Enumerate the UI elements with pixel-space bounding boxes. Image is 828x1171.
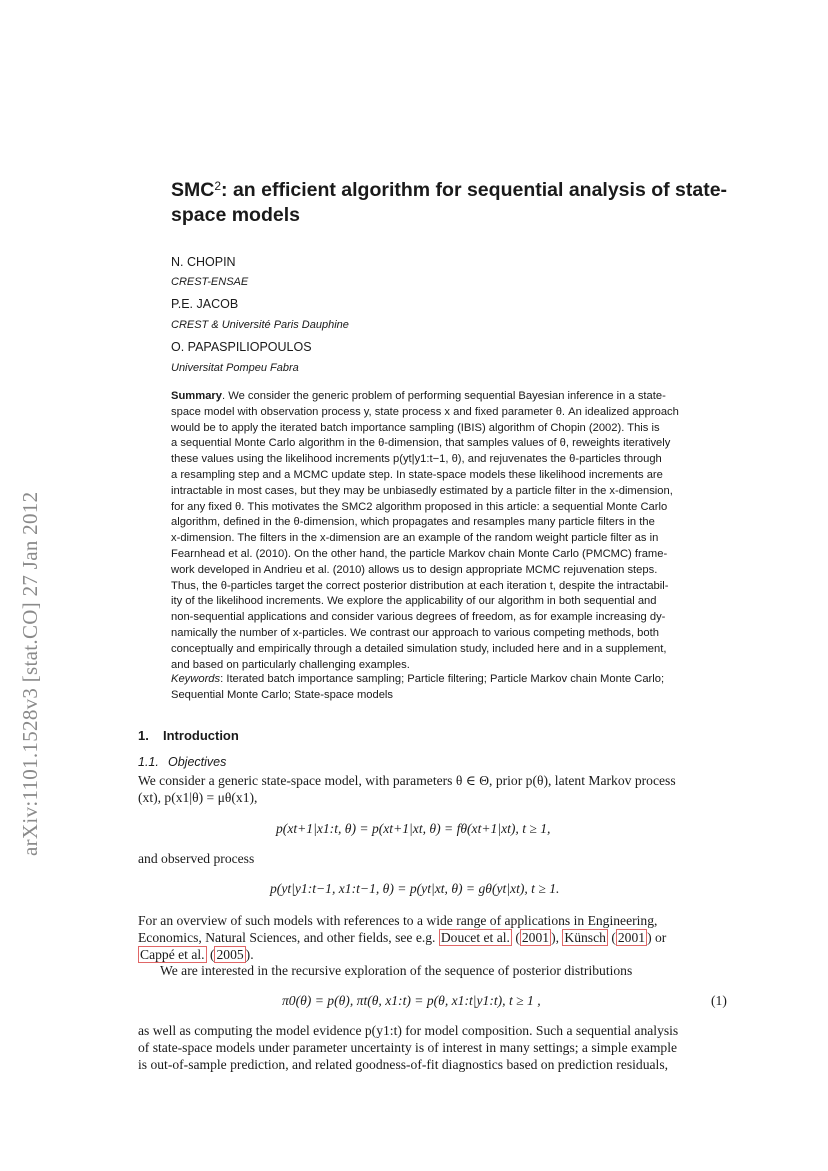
body-line: and observed process xyxy=(138,851,255,866)
keywords xyxy=(171,672,731,704)
section-heading xyxy=(138,728,239,743)
body-line: Economics, Natural Sciences, and other fields, see e.g. xyxy=(138,929,436,945)
body-paragraph xyxy=(138,1023,730,1073)
summary-line: a sequential Monte Carlo algorithm in the θ-dimension, that samples values of θ, reweights iteratively xyxy=(171,437,671,450)
equation-observation: p(yt|y1:t−1, x1:t−1, θ) = p(yt|xt, θ) = gθ(yt|xt), t ≥ 1. xyxy=(270,881,560,896)
author-name: N. CHOPIN xyxy=(171,255,236,269)
citation-year-link[interactable]: 2001 xyxy=(521,929,550,945)
body-paragraph xyxy=(138,773,730,807)
equation-number: (1) xyxy=(711,993,727,1008)
body-text: or xyxy=(655,929,667,945)
summary-line: Fearnhead et al. (2010). On the other hand, the particle Markov chain Monte Carlo (PMCMC) frame- xyxy=(171,547,668,560)
author-name: P.E. JACOB xyxy=(171,297,239,311)
author-affiliation: CREST-ENSAE xyxy=(171,276,249,288)
citation-link[interactable]: Doucet et al. xyxy=(440,929,510,945)
summary-line: conceptually and empirically through a detailed simulation study, included here and in a supplement, xyxy=(171,642,667,655)
keywords-text: Sequential Monte Carlo; State-space models xyxy=(171,688,394,701)
summary-line: and based on particularly challenging examples. xyxy=(171,658,410,671)
subsection-heading xyxy=(138,755,226,769)
subsection-number: 1.1. xyxy=(138,755,159,769)
summary-line: algorithm, defined in the θ-dimension, which propagates and resamples many particle filters in the xyxy=(171,516,655,529)
citation-link[interactable]: Cappé et al. xyxy=(140,946,205,962)
summary-line: would be to apply the iterated batch importance sampling (IBIS) algorithm of Chopin (2002). This is xyxy=(171,421,660,434)
summary-line: We consider the generic problem of performing sequential Bayesian inference in a state- xyxy=(228,390,666,402)
author-affiliation: Universitat Pompeu Fabra xyxy=(171,362,299,374)
summary-line: ity of the likelihood increments. We explore the applicability of our algorithm in both sequential and xyxy=(171,595,657,608)
summary-line: for any fixed θ. This motivates the SMC2 algorithm proposed in this article: a sequential Monte Carlo xyxy=(171,500,668,513)
author-name: O. PAPASPILIOPOULOS xyxy=(171,340,312,354)
summary-line: non-sequential applications and consider various degrees of freedom, as for example increasing dy- xyxy=(171,611,666,624)
arxiv-identifier-stamp: arXiv:1101.1528v3 [stat.CO] 27 Jan 2012 xyxy=(18,491,42,856)
summary-line: a resampling step and a MCMC update step. In state-space models these likelihood increments are xyxy=(171,468,663,481)
summary-line: work developed in Andrieu et al. (2010) allows us to design appropriate MCMC rejuvenation steps. xyxy=(171,563,658,576)
summary-line: x-dimension. The filters in the x-dimension are an example of the random weight particle filter as in xyxy=(171,532,659,545)
author-affiliation: CREST & Université Paris Dauphine xyxy=(171,319,349,331)
title-superscript: 2 xyxy=(214,179,222,193)
body-line: is out-of-sample prediction, and related goodness-of-fit diagnostics based on prediction residuals, xyxy=(138,1056,669,1072)
body-line: as well as computing the model evidence p(y1:t) for model composition. Such a sequential analysis xyxy=(138,1023,679,1038)
summary-line: these values using the likelihood increments p(yt|y1:t−1, θ), and rejuvenates the θ-particles through xyxy=(171,453,662,466)
summary-label: Summary xyxy=(171,390,222,402)
keywords-label: Keywords xyxy=(171,673,221,685)
summary-line: Thus, the θ-particles target the correct posterior distribution at each iteration t, despite the intractabil- xyxy=(171,579,669,592)
equation-state: p(xt+1|x1:t, θ) = p(xt+1|xt, θ) = fθ(xt+1|xt), t ≥ 1, xyxy=(276,821,551,836)
body-line: For an overview of such models with references to a wide range of applications in Engineering, xyxy=(138,913,658,928)
title-part2: : an efficient algorithm for sequential analysis of state-space models xyxy=(171,179,728,226)
keywords-text: : Iterated batch importance sampling; Particle filtering; Particle Markov chain Monte Carlo; xyxy=(220,673,665,685)
body-line: We consider a generic state-space model, with parameters θ ∈ Θ, prior p(θ), latent Markov process xyxy=(138,773,676,788)
citation-link[interactable]: Künsch xyxy=(564,929,606,945)
section-number: 1. xyxy=(138,728,149,743)
body-paragraph: For an overview of such models with references to a wide range of applications in Engineering, Economics, Natural Sciences, and other fields, see e.g. Doucet et al. ( 2001 ), Künsch ( 2001 ) or Cappé et al. ( 2005 ). xyxy=(138,913,730,963)
abstract: Summary. We consider the generic problem of performing sequential Bayesian inference in a state- space model with observation process y, state process x and fixed parameter θ. An idealized approach would be to apply the iterated batch importance sampling (IBIS) algorithm of Chopin (2002). This is a sequential Monte Carlo algorithm in the θ-dimension, that samples values of θ, reweights iteratively these values using the likelihood increments p(yt|y1:t−1, θ), and rejuvenates the θ-particles through a resampling step and a MCMC update step. In state-space models these likelihood increments are intractable in most cases, but they may be unbiasedly estimated by a particle filter in the x-dimension, for any fixed θ. This motivates the SMC2 algorithm proposed in this article: a sequential Monte Carlo algorithm, defined in the θ-dimension, which propagates and resamples many particle filters in the x-dimension. The filters in the x-dimension are an example of the random weight particle filter as in Fearnhead et al. (2010). On the other hand, the particle Markov chain Monte Carlo (PMCMC) frame- work developed in Andrieu et al. (2010) allows us to design appropriate MCMC rejuvenation steps. Thus, the θ-particles target the correct posterior distribution at each iteration t, despite the intractabil- ity of the likelihood increments. We explore the applicability of our algorithm in both sequential and non-sequential applications and consider various degrees of freedom, as for example increasing dy- namically the number of x-particles. We contrast our approach to various competing methods, both conceptually and empirically through a detailed simulation study, included here and in a supplement, and based on particularly challenging examples. xyxy=(171,389,731,673)
subsection-title: Objectives xyxy=(168,755,227,769)
summary-line: namically the number of x-particles. We contrast our approach to various competing methods, both xyxy=(171,626,659,639)
paper-title xyxy=(171,174,741,228)
citation-year-link[interactable]: 2005 xyxy=(216,946,244,962)
equation-posterior: π0(θ) = p(θ), πt(θ, x1:t) = p(θ, x1:t|y1:t), t ≥ 1 , xyxy=(282,993,541,1008)
body-line: We are interested in the recursive exploration of the sequence of posterior distributions xyxy=(160,963,633,978)
summary-line: space model with observation process y, state process x and fixed parameter θ. An idealized approach xyxy=(171,405,679,418)
section-title: Introduction xyxy=(163,728,239,743)
citation-year-link[interactable]: 2001 xyxy=(617,929,646,945)
title-part1: SMC xyxy=(171,179,215,201)
summary-line: intractable in most cases, but they may be unbiasedly estimated by a particle filter in the x-dimension, xyxy=(171,484,673,497)
body-line: (xt), p(x1|θ) = μθ(x1), xyxy=(138,789,258,805)
body-line: of state-space models under parameter uncertainty is of interest in many settings; a simple example xyxy=(138,1039,678,1055)
